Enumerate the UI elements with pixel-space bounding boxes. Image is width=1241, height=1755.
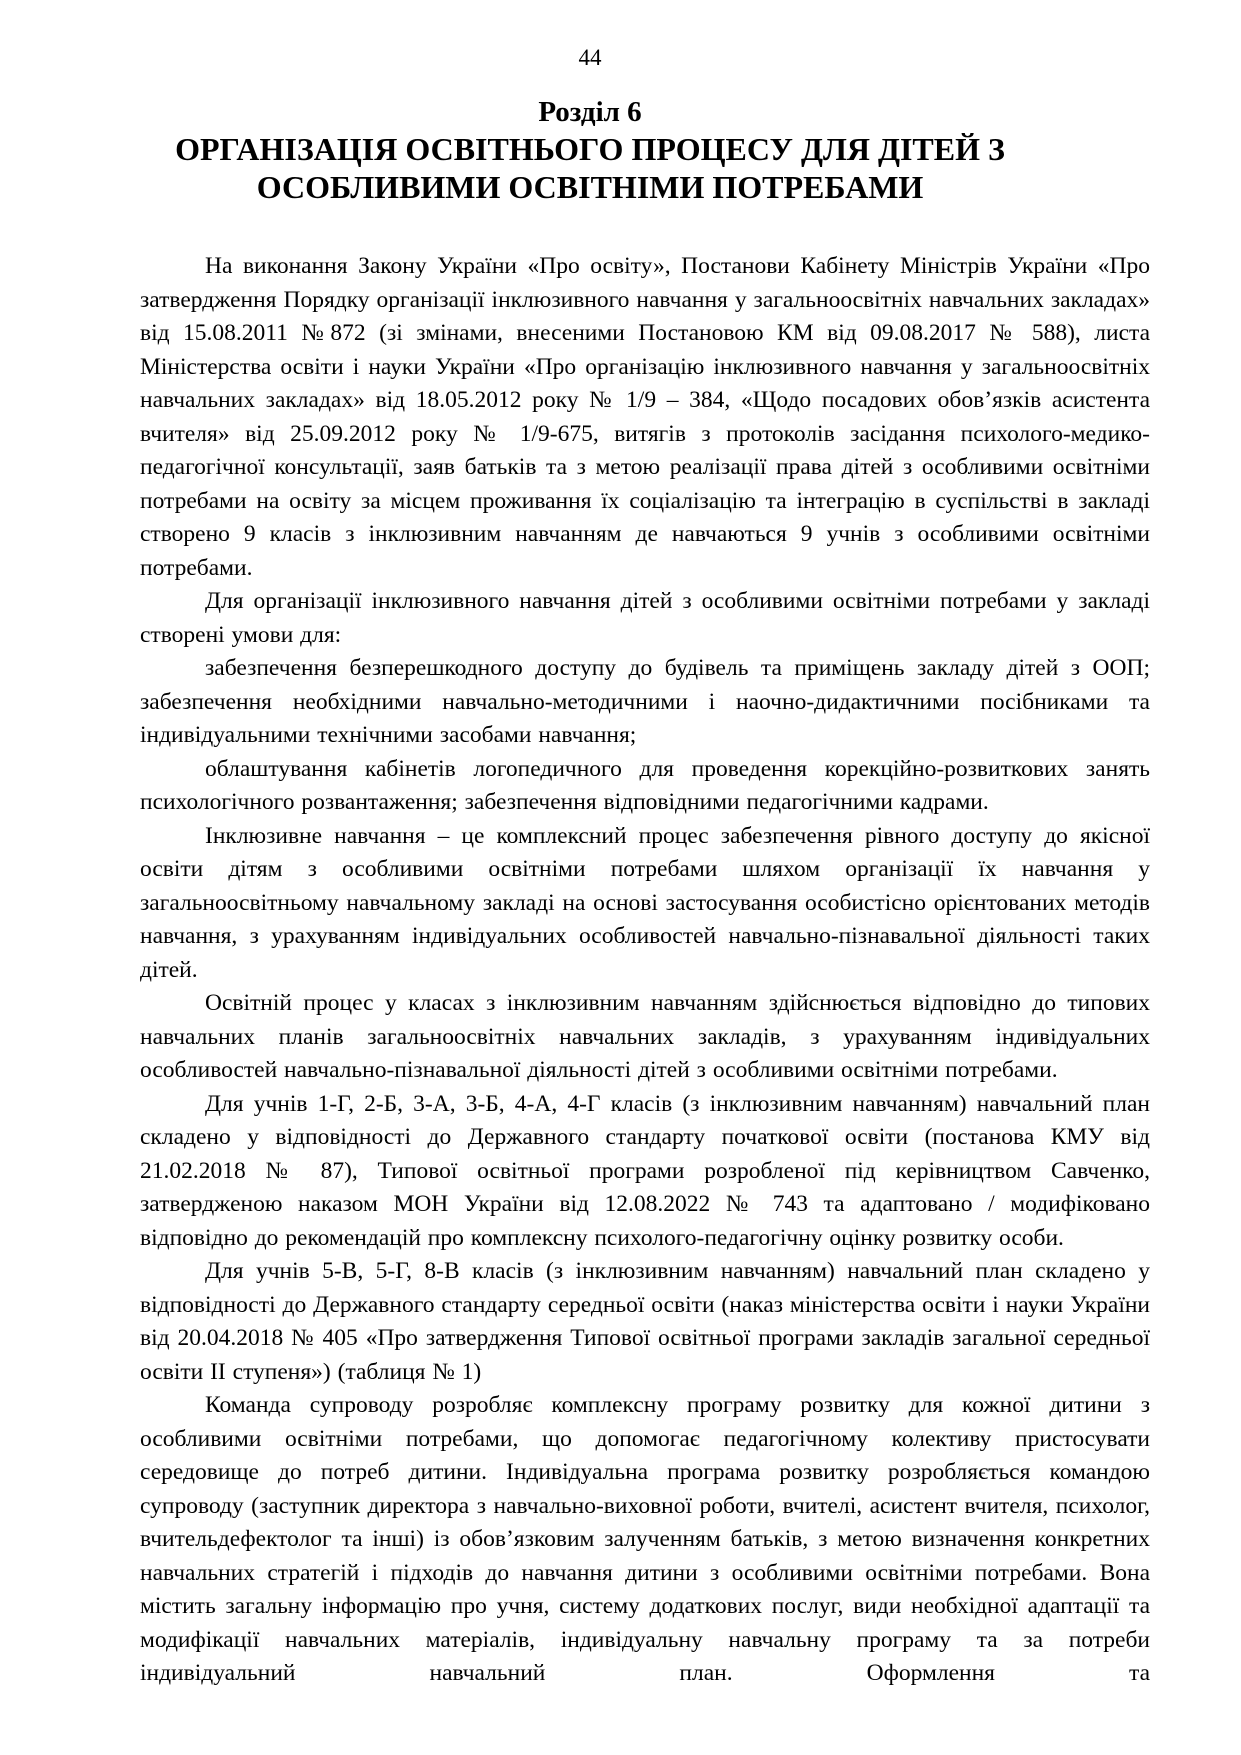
- paragraph-speech-therapy-rooms: облаштування кабінетів логопедичного для проведення корекційно-розвиткових занять психологічного розвантаження; забезпечення відповідними педагогічними кадрами.: [140, 755, 1150, 815]
- chapter-heading: Розділ 6: [538, 96, 642, 128]
- paragraph-access-provision: забезпечення безперешкодного доступу до будівель та приміщень закладу дітей з ООП; забезпечення необхідними навчально-методичними і наочно-дидактичними посібниками та індивідуальними технічними засобами навчання;: [140, 655, 1150, 748]
- paragraph-inclusive-education-definition: Інклюзивне навчання – це комплексний процес забезпечення рівного доступу до якісної освіти дітям з особливими освітніми потребами шляхом організації їх навчання у загальноосвітньому навчальному закладі на основі застосування особистісно орієнтованих методів навчання, з урахуванням індивідуальних особливостей навчально-пізнавальної діяльності таких дітей.: [140, 822, 1150, 983]
- chapter-title-line-2: ОСОБЛИВИМИ ОСВІТНІМИ ПОТРЕБАМИ: [256, 169, 924, 205]
- chapter-title-line-1: ОРГАНІЗАЦІЯ ОСВІТНЬОГО ПРОЦЕСУ ДЛЯ ДІТЕЙ З: [175, 131, 1005, 167]
- paragraph-conditions-intro: Для організації інклюзивного навчання дітей з особливими освітніми потребами у закладі створені умови для:: [140, 588, 1150, 648]
- paragraph-educational-process: Освітній процес у класах з інклюзивним навчанням здійснюється відповідно до типових навчальних планів загальноосвітніх навчальних закладів, з урахуванням індивідуальних особливостей навчально-пізнавальної діяльності дітей з особливими освітніми потребами.: [140, 990, 1150, 1083]
- paragraph-intro-legal-basis: На виконання Закону України «Про освіту», Постанови Кабінету Міністрів України «Про затвердження Порядку організації інклюзивного навчання у загальноосвітніх навчальних закладах» від 15.08.2011 №872 (зі змінами, внесеними Постановою КМ від 09.08.2017 № 588), листа Міністерства освіти і науки України «Про організацію інклюзивного навчання у загальноосвітніх навчальних закладах» від 18.05.2012 року № 1/9 – 384, «Щодо посадових обов’язків асистента вчителя» від 25.09.2012 року № 1/9-675, витягів з протоколів засідання психолого-медико-педагогічної консультації, заяв батьків та з метою реалізації права дітей з особливими освітніми потребами на освіту за місцем проживання їх соціалізацію та інтеграцію в суспільстві в закладі створено 9 класів з інклюзивним навчанням де навчаються 9 учнів з особливими освітніми потребами.: [140, 253, 1150, 581]
- paragraph-support-team: Команда супроводу розробляє комплексну програму розвитку для кожної дитини з особливими освітніми потребами, що допомогає педагогічному колективу пристосувати середовище до потреб дитини. Індивідуальна програма розвитку розробляється командою супроводу (заступник директора з навчально-виховної роботи, вчителі, асистент вчителя, психолог, вчительдефектолог та інші) із обов’язковим залученням батьків, з метою визначення конкретних навчальних стратегій і підходів до навчання дитини з особливими освітніми потребами. Вона містить загальну інформацію про учня, систему додаткових послуг, види необхідної адаптації та модифікації навчальних матеріалів, індивідуальну навчальну програму та за потреби індивідуальний навчальний план. Оформлення та: [140, 1392, 1150, 1686]
- paragraph-secondary-classes-plan: Для учнів 5-В, 5-Г, 8-В класів (з інклюзивним навчанням) навчальний план складено у відповідності до Державного стандарту середньої освіти (наказ міністерства освіти і науки України від 20.04.2018 № 405 «Про затвердження Типової освітньої програми закладів загальної середньої освіти ІІ ступеня») (таблиця № 1): [140, 1258, 1150, 1385]
- chapter-title: [140, 130, 1040, 206]
- page-number: 44: [578, 45, 602, 70]
- document-body: [140, 250, 1150, 1691]
- paragraph-primary-classes-plan: Для учнів 1-Г, 2-Б, 3-А, 3-Б, 4-А, 4-Г класів (з інклюзивним навчанням) навчальний план складено у відповідності до Державного стандарту початкової освіти (постанова КМУ від 21.02.2018 № 87), Типової освітньої програми розробленої під керівництвом Савченко, затвердженою наказом МОН України від 12.08.2022 № 743 та адаптовано / модифіковано відповідно до рекомендацій про комплексну психолого-педагогічну оцінку розвитку особи.: [140, 1090, 1150, 1251]
